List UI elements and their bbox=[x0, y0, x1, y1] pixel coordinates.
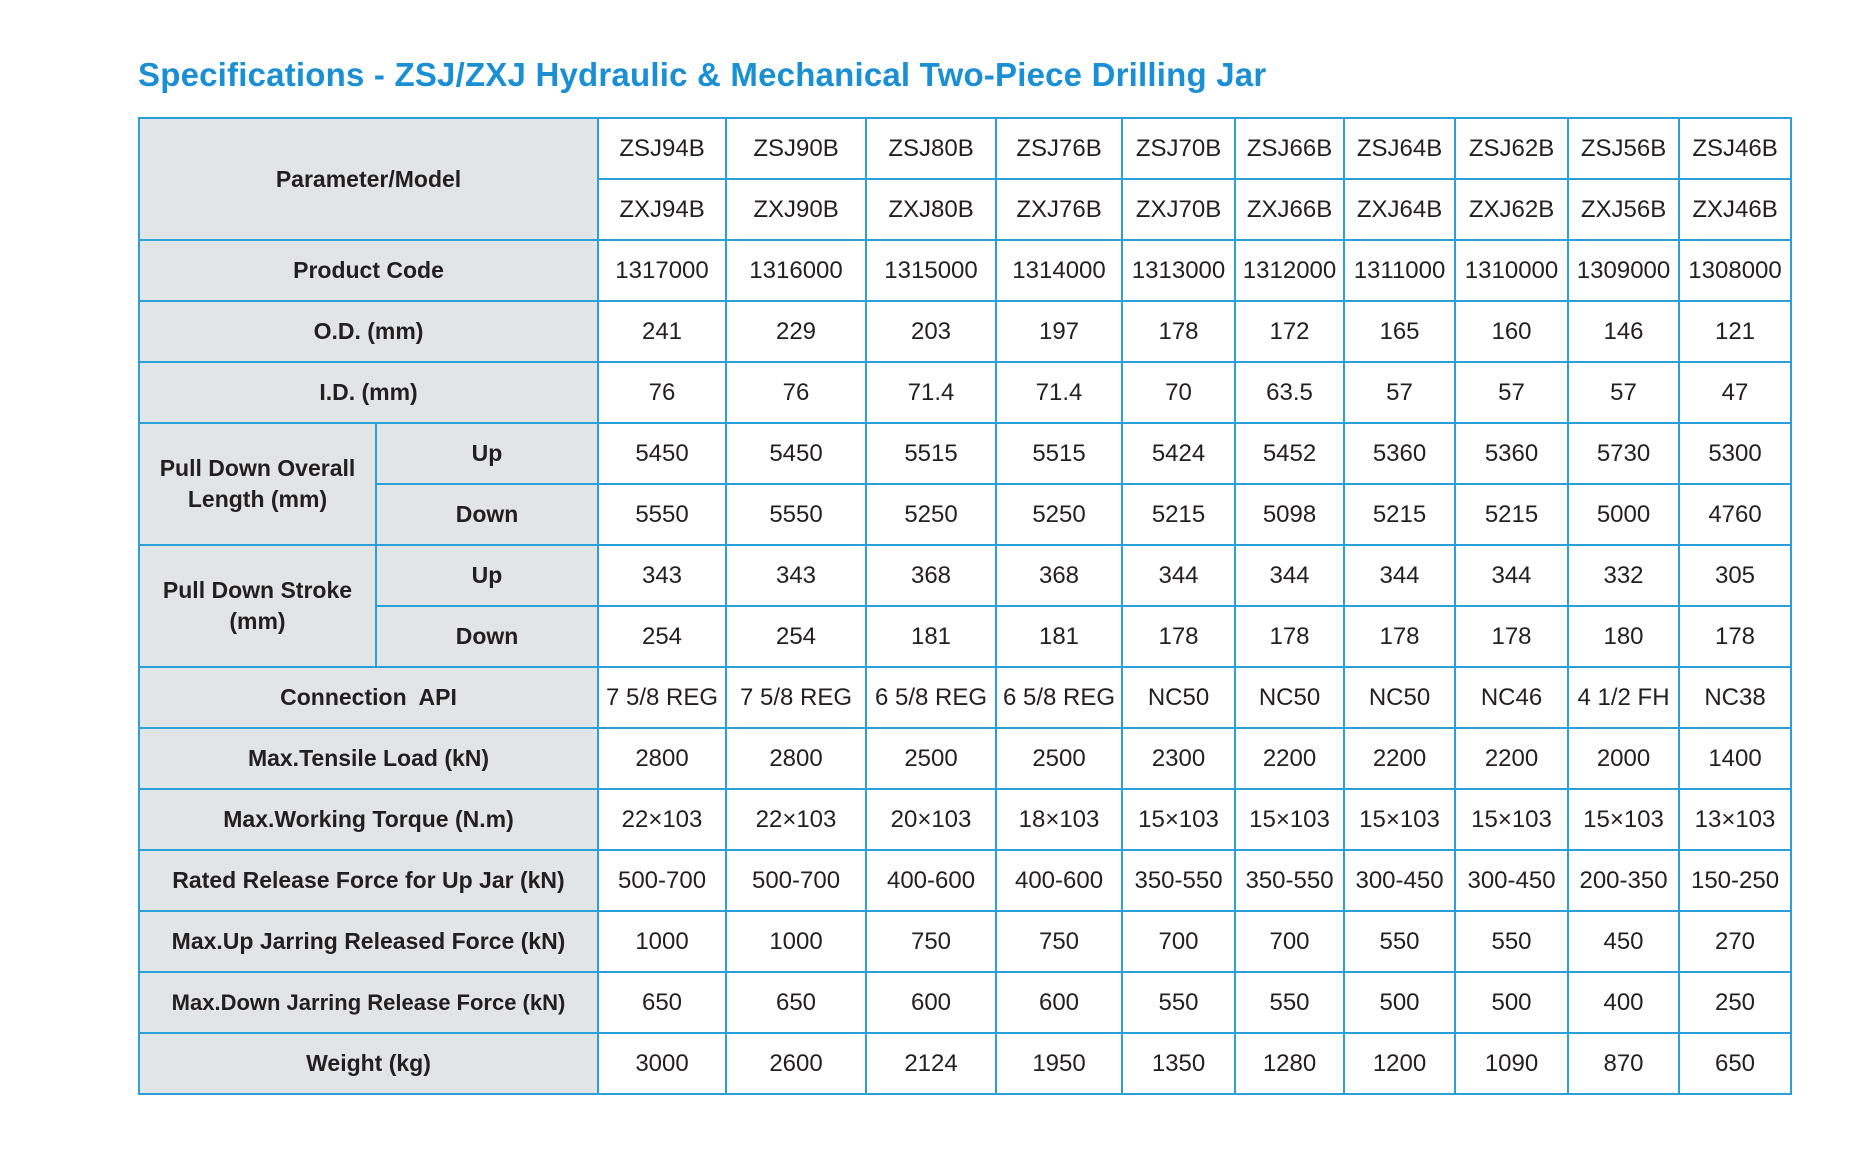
table-row-tensile bbox=[139, 728, 1791, 789]
table-cell: ZSJ56B bbox=[1568, 118, 1679, 179]
table-cell: ZSJ70B bbox=[1122, 118, 1235, 179]
table-cell: ZSJ46B bbox=[1679, 118, 1791, 179]
table-cell: 57 bbox=[1344, 362, 1455, 423]
release-force-label: Rated Release Force for Up Jar (kN) bbox=[139, 850, 598, 911]
table-cell: 2800 bbox=[726, 728, 866, 789]
table-cell: 368 bbox=[996, 545, 1122, 606]
table-cell: 178 bbox=[1235, 606, 1344, 667]
connection-label: Connection API bbox=[139, 667, 598, 728]
table-cell: 5450 bbox=[726, 423, 866, 484]
table-cell: 203 bbox=[866, 301, 996, 362]
table-cell: 1313000 bbox=[1122, 240, 1235, 301]
overall-length-down-label: Down bbox=[376, 484, 598, 545]
table-cell: 5215 bbox=[1122, 484, 1235, 545]
stroke-down-label: Down bbox=[376, 606, 598, 667]
table-cell: 550 bbox=[1344, 911, 1455, 972]
table-cell: 2500 bbox=[866, 728, 996, 789]
table-cell: 165 bbox=[1344, 301, 1455, 362]
table-cell: NC50 bbox=[1344, 667, 1455, 728]
table-cell: 1350 bbox=[1122, 1033, 1235, 1094]
table-cell: 160 bbox=[1455, 301, 1568, 362]
table-cell: 200-350 bbox=[1568, 850, 1679, 911]
table-cell: 180 bbox=[1568, 606, 1679, 667]
table-row-stroke-down bbox=[139, 606, 1791, 667]
table-cell: 178 bbox=[1455, 606, 1568, 667]
table-cell: 15×103 bbox=[1235, 789, 1344, 850]
table-cell: 63.5 bbox=[1235, 362, 1344, 423]
page-title: Specifications - ZSJ/ZXJ Hydraulic & Mechanical Two-Piece Drilling Jar bbox=[138, 56, 1267, 93]
table-cell: 1314000 bbox=[996, 240, 1122, 301]
table-cell: 5215 bbox=[1344, 484, 1455, 545]
table-cell: 1315000 bbox=[866, 240, 996, 301]
table-cell: ZXJ94B bbox=[598, 179, 726, 240]
table-cell: 332 bbox=[1568, 545, 1679, 606]
up-jarring-label: Max.Up Jarring Released Force (kN) bbox=[139, 911, 598, 972]
table-cell: 20×103 bbox=[866, 789, 996, 850]
tensile-label: Max.Tensile Load (kN) bbox=[139, 728, 598, 789]
table-cell: 1000 bbox=[598, 911, 726, 972]
table-cell: 15×103 bbox=[1122, 789, 1235, 850]
table-row-up-jarring bbox=[139, 911, 1791, 972]
table-cell: 15×103 bbox=[1344, 789, 1455, 850]
table-cell: 178 bbox=[1344, 606, 1455, 667]
table-cell: 600 bbox=[866, 972, 996, 1033]
table-cell: NC38 bbox=[1679, 667, 1791, 728]
torque-label: Max.Working Torque (N.m) bbox=[139, 789, 598, 850]
table-cell: 71.4 bbox=[996, 362, 1122, 423]
table-cell: 350-550 bbox=[1235, 850, 1344, 911]
table-cell: 650 bbox=[598, 972, 726, 1033]
table-cell: 1310000 bbox=[1455, 240, 1568, 301]
table-cell: ZSJ90B bbox=[726, 118, 866, 179]
table-cell: 1311000 bbox=[1344, 240, 1455, 301]
table-cell: 344 bbox=[1122, 545, 1235, 606]
table-row-overall-length-up bbox=[139, 423, 1791, 484]
table-cell: 343 bbox=[598, 545, 726, 606]
weight-label: Weight (kg) bbox=[139, 1033, 598, 1094]
table-cell: 2200 bbox=[1235, 728, 1344, 789]
table-row-stroke-up bbox=[139, 545, 1791, 606]
table-cell: 3000 bbox=[598, 1033, 726, 1094]
table-cell: 5360 bbox=[1344, 423, 1455, 484]
table-cell: 400 bbox=[1568, 972, 1679, 1033]
table-cell: 6 5/8 REG bbox=[996, 667, 1122, 728]
table-cell: 1308000 bbox=[1679, 240, 1791, 301]
table-cell: 550 bbox=[1235, 972, 1344, 1033]
parameter-model-header: Parameter/Model bbox=[139, 118, 598, 240]
table-cell: 350-550 bbox=[1122, 850, 1235, 911]
table-row-torque bbox=[139, 789, 1791, 850]
table-cell: ZSJ62B bbox=[1455, 118, 1568, 179]
table-cell: 1000 bbox=[726, 911, 866, 972]
table-cell: 181 bbox=[866, 606, 996, 667]
table-cell: 450 bbox=[1568, 911, 1679, 972]
table-cell: 5550 bbox=[726, 484, 866, 545]
table-cell: 1400 bbox=[1679, 728, 1791, 789]
table-cell: ZSJ94B bbox=[598, 118, 726, 179]
table-cell: 4 1/2 FH bbox=[1568, 667, 1679, 728]
table-cell: 5300 bbox=[1679, 423, 1791, 484]
table-cell: 2600 bbox=[726, 1033, 866, 1094]
table-cell: 1312000 bbox=[1235, 240, 1344, 301]
table-cell: 229 bbox=[726, 301, 866, 362]
table-cell: 1317000 bbox=[598, 240, 726, 301]
table-cell: 2200 bbox=[1344, 728, 1455, 789]
table-cell: 197 bbox=[996, 301, 1122, 362]
table-row-zsj-models bbox=[139, 118, 1791, 179]
table-cell: 178 bbox=[1122, 301, 1235, 362]
table-body bbox=[139, 118, 1791, 1094]
table-cell: 150-250 bbox=[1679, 850, 1791, 911]
table-cell: 400-600 bbox=[866, 850, 996, 911]
table-cell: 5250 bbox=[866, 484, 996, 545]
table-cell: ZXJ70B bbox=[1122, 179, 1235, 240]
table-cell: 500 bbox=[1344, 972, 1455, 1033]
table-cell: 2500 bbox=[996, 728, 1122, 789]
table-cell: 5515 bbox=[866, 423, 996, 484]
table-row-release-force bbox=[139, 850, 1791, 911]
table-cell: 2300 bbox=[1122, 728, 1235, 789]
table-cell: 305 bbox=[1679, 545, 1791, 606]
overall-length-label: Pull Down Overall Length (mm) bbox=[139, 423, 376, 545]
table-cell: ZXJ76B bbox=[996, 179, 1122, 240]
table-cell: 5730 bbox=[1568, 423, 1679, 484]
table-cell: NC46 bbox=[1455, 667, 1568, 728]
table-cell: 13×103 bbox=[1679, 789, 1791, 850]
table-cell: 5250 bbox=[996, 484, 1122, 545]
table-cell: 600 bbox=[996, 972, 1122, 1033]
specifications-table bbox=[138, 117, 1792, 1095]
table-cell: ZXJ62B bbox=[1455, 179, 1568, 240]
table-cell: 57 bbox=[1455, 362, 1568, 423]
table-row-id bbox=[139, 362, 1791, 423]
table-cell: ZXJ46B bbox=[1679, 179, 1791, 240]
table-cell: 15×103 bbox=[1455, 789, 1568, 850]
table-cell: 181 bbox=[996, 606, 1122, 667]
table-cell: 368 bbox=[866, 545, 996, 606]
od-label: O.D. (mm) bbox=[139, 301, 598, 362]
table-cell: 500-700 bbox=[726, 850, 866, 911]
product-code-label: Product Code bbox=[139, 240, 598, 301]
table-cell: 6 5/8 REG bbox=[866, 667, 996, 728]
table-cell: 550 bbox=[1122, 972, 1235, 1033]
table-cell: 270 bbox=[1679, 911, 1791, 972]
table-cell: 250 bbox=[1679, 972, 1791, 1033]
table-cell: 2800 bbox=[598, 728, 726, 789]
table-cell: 5452 bbox=[1235, 423, 1344, 484]
table-cell: ZSJ64B bbox=[1344, 118, 1455, 179]
table-cell: 76 bbox=[726, 362, 866, 423]
table-row-overall-length-down bbox=[139, 484, 1791, 545]
table-cell: 22×103 bbox=[726, 789, 866, 850]
table-cell: 700 bbox=[1235, 911, 1344, 972]
table-cell: 47 bbox=[1679, 362, 1791, 423]
table-cell: 178 bbox=[1679, 606, 1791, 667]
table-cell: 1280 bbox=[1235, 1033, 1344, 1094]
table-cell: ZSJ66B bbox=[1235, 118, 1344, 179]
table-cell: 57 bbox=[1568, 362, 1679, 423]
table-cell: 400-600 bbox=[996, 850, 1122, 911]
table-cell: 7 5/8 REG bbox=[726, 667, 866, 728]
table-cell: 1316000 bbox=[726, 240, 866, 301]
table-cell: 550 bbox=[1455, 911, 1568, 972]
table-cell: 650 bbox=[1679, 1033, 1791, 1094]
table-cell: 254 bbox=[598, 606, 726, 667]
table-cell: NC50 bbox=[1235, 667, 1344, 728]
table-cell: 5424 bbox=[1122, 423, 1235, 484]
table-cell: 5098 bbox=[1235, 484, 1344, 545]
table-cell: 146 bbox=[1568, 301, 1679, 362]
table-row-od bbox=[139, 301, 1791, 362]
table-cell: 172 bbox=[1235, 301, 1344, 362]
stroke-up-label: Up bbox=[376, 545, 598, 606]
table-cell: 15×103 bbox=[1568, 789, 1679, 850]
table-cell: 70 bbox=[1122, 362, 1235, 423]
table-row-down-jarring bbox=[139, 972, 1791, 1033]
table-cell: 254 bbox=[726, 606, 866, 667]
table-cell: 300-450 bbox=[1455, 850, 1568, 911]
table-cell: 5550 bbox=[598, 484, 726, 545]
table-row-weight bbox=[139, 1033, 1791, 1094]
table-cell: 750 bbox=[996, 911, 1122, 972]
table-cell: 178 bbox=[1122, 606, 1235, 667]
table-cell: 344 bbox=[1344, 545, 1455, 606]
table-cell: NC50 bbox=[1122, 667, 1235, 728]
table-cell: 1950 bbox=[996, 1033, 1122, 1094]
table-row-connection bbox=[139, 667, 1791, 728]
table-cell: 300-450 bbox=[1344, 850, 1455, 911]
table-cell: 500 bbox=[1455, 972, 1568, 1033]
table-cell: 500-700 bbox=[598, 850, 726, 911]
table-cell: 344 bbox=[1455, 545, 1568, 606]
table-cell: 71.4 bbox=[866, 362, 996, 423]
table-cell: 4760 bbox=[1679, 484, 1791, 545]
table-cell: 5215 bbox=[1455, 484, 1568, 545]
table-cell: 750 bbox=[866, 911, 996, 972]
table-cell: 1200 bbox=[1344, 1033, 1455, 1094]
table-cell: 343 bbox=[726, 545, 866, 606]
table-cell: 18×103 bbox=[996, 789, 1122, 850]
table-cell: 700 bbox=[1122, 911, 1235, 972]
table-cell: 76 bbox=[598, 362, 726, 423]
table-cell: 5000 bbox=[1568, 484, 1679, 545]
table-cell: ZXJ56B bbox=[1568, 179, 1679, 240]
table-cell: 650 bbox=[726, 972, 866, 1033]
table-cell: ZXJ90B bbox=[726, 179, 866, 240]
table-cell: 5515 bbox=[996, 423, 1122, 484]
table-cell: 7 5/8 REG bbox=[598, 667, 726, 728]
table-cell: 241 bbox=[598, 301, 726, 362]
table-cell: ZXJ80B bbox=[866, 179, 996, 240]
table-cell: 1090 bbox=[1455, 1033, 1568, 1094]
overall-length-up-label: Up bbox=[376, 423, 598, 484]
table-cell: 5450 bbox=[598, 423, 726, 484]
table-row-product-code bbox=[139, 240, 1791, 301]
table-cell: ZSJ80B bbox=[866, 118, 996, 179]
stroke-label: Pull Down Stroke (mm) bbox=[139, 545, 376, 667]
table-cell: 2200 bbox=[1455, 728, 1568, 789]
table-cell: 344 bbox=[1235, 545, 1344, 606]
table-cell: ZSJ76B bbox=[996, 118, 1122, 179]
table-cell: ZXJ66B bbox=[1235, 179, 1344, 240]
table-cell: ZXJ64B bbox=[1344, 179, 1455, 240]
down-jarring-label: Max.Down Jarring Release Force (kN) bbox=[139, 972, 598, 1033]
table-cell: 870 bbox=[1568, 1033, 1679, 1094]
table-cell: 1309000 bbox=[1568, 240, 1679, 301]
table-cell: 2124 bbox=[866, 1033, 996, 1094]
table-cell: 5360 bbox=[1455, 423, 1568, 484]
table-cell: 2000 bbox=[1568, 728, 1679, 789]
id-label: I.D. (mm) bbox=[139, 362, 598, 423]
table-cell: 121 bbox=[1679, 301, 1791, 362]
table-cell: 22×103 bbox=[598, 789, 726, 850]
